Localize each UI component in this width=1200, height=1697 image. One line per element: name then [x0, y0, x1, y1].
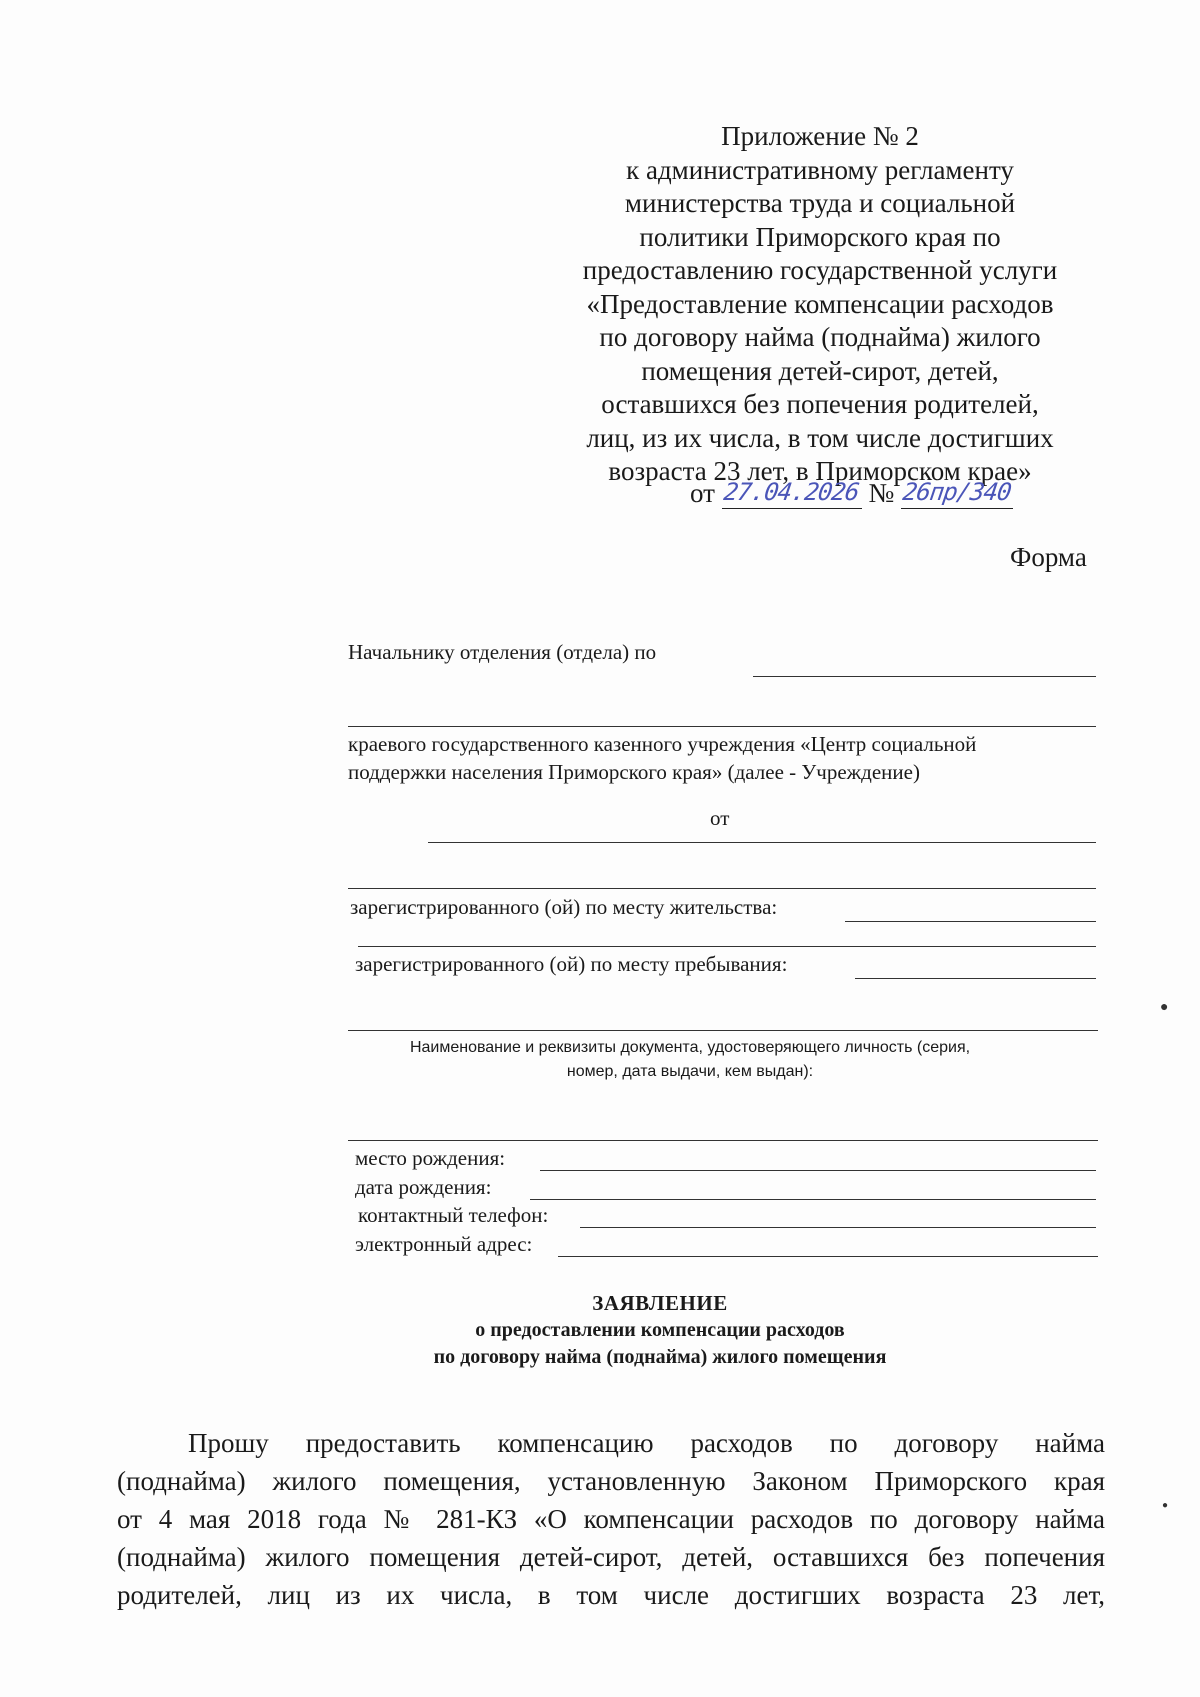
- stay-label: зарегистрированного (ой) по месту пребывания:: [355, 952, 788, 976]
- id-document-note-line: номер, дата выдачи, кем выдан):: [566, 1063, 814, 1080]
- from-label-addressee: от: [710, 806, 730, 830]
- email-label: электронный адрес:: [355, 1232, 533, 1256]
- id-document-field[interactable]: [348, 1030, 1098, 1031]
- handwritten-date: 27.04.2026: [721, 478, 861, 506]
- scan-speck: ●: [1160, 1000, 1169, 1015]
- form-label: Форма: [1010, 542, 1087, 572]
- appendix-line: предоставлению государственной услуги: [582, 255, 1058, 285]
- email-field[interactable]: [558, 1256, 1098, 1257]
- appendix-line: возраста 23 лет, в Приморском крае»: [608, 456, 1032, 486]
- institution-line: краевого государственного казенного учреждения «Центр социальной: [348, 732, 977, 756]
- institution-line-cont: поддержки населения Приморского края» (далее - Учреждение): [348, 760, 920, 784]
- appendix-line: по договору найма (поднайма) жилого: [599, 322, 1041, 352]
- title-main: ЗАЯВЛЕНИЕ: [592, 1291, 728, 1315]
- residence-field[interactable]: [845, 921, 1096, 922]
- birthdate-label: дата рождения:: [355, 1175, 492, 1199]
- approval-date-number: [690, 478, 1090, 509]
- birthdate-field[interactable]: [530, 1199, 1096, 1200]
- head-department-field-cont[interactable]: [348, 726, 1096, 727]
- application-body: [117, 1424, 1105, 1614]
- appendix-line: лиц, из их числа, в том числе достигших: [586, 422, 1054, 453]
- head-label: Начальнику отделения (отдела) по: [348, 640, 657, 664]
- number-label: №: [868, 478, 895, 508]
- appendix-line: оставшихся без попечения родителей,: [601, 389, 1039, 419]
- birthplace-label: место рождения:: [355, 1146, 506, 1170]
- from-label: от: [690, 478, 715, 508]
- scan-speck: ●: [1162, 1500, 1169, 1511]
- id-document-field-cont[interactable]: [348, 1140, 1098, 1141]
- title-sub: по договору найма (поднайма) жилого помещения: [433, 1346, 887, 1368]
- body-line: (поднайма) жилого помещения детей-сирот, детей, оставшихся без попечения: [117, 1542, 1105, 1572]
- handwritten-number: 26пр/340: [901, 478, 1013, 506]
- residence-label: зарегистрированного (ой) по месту жительства:: [350, 895, 778, 919]
- appendix-line: министерства труда и социальной: [624, 188, 1016, 218]
- date-blank: [722, 478, 862, 509]
- body-line: родителей, лиц из их числа, в том числе достигших возраста 23 лет,: [117, 1580, 1105, 1610]
- applicant-name-field[interactable]: [428, 842, 1096, 843]
- appendix-header: [555, 120, 1085, 489]
- residence-field-cont[interactable]: [358, 946, 1096, 947]
- body-line: от 4 мая 2018 года № 281-КЗ «О компенсации расходов по договору найма: [117, 1504, 1105, 1534]
- appendix-line: «Предоставление компенсации расходов: [586, 288, 1054, 319]
- applicant-name-field-cont[interactable]: [348, 888, 1096, 889]
- birthplace-field[interactable]: [540, 1170, 1096, 1171]
- id-document-note-line: Наименование и реквизиты документа, удостоверяющего личность (серия,: [409, 1039, 971, 1056]
- phone-label: контактный телефон:: [358, 1203, 549, 1227]
- number-blank: [901, 478, 1013, 509]
- appendix-line: помещения детей-сирот, детей,: [641, 355, 999, 386]
- appendix-line: политики Приморского края по: [639, 221, 1001, 252]
- phone-field[interactable]: [580, 1227, 1096, 1228]
- id-document-note: [340, 1036, 1040, 1084]
- body-line: Прошу предоставить компенсацию расходов по договору найма: [188, 1428, 1105, 1458]
- appendix-line: к административному регламенту: [626, 154, 1014, 185]
- head-department-field[interactable]: [753, 676, 1096, 677]
- body-line: (поднайма) жилого помещения, установленную Законом Приморского края: [117, 1466, 1105, 1496]
- title-sub: о предоставлении компенсации расходов: [475, 1319, 845, 1341]
- stay-field[interactable]: [855, 978, 1096, 979]
- appendix-line: Приложение № 2: [721, 121, 919, 151]
- application-title: [300, 1290, 1020, 1371]
